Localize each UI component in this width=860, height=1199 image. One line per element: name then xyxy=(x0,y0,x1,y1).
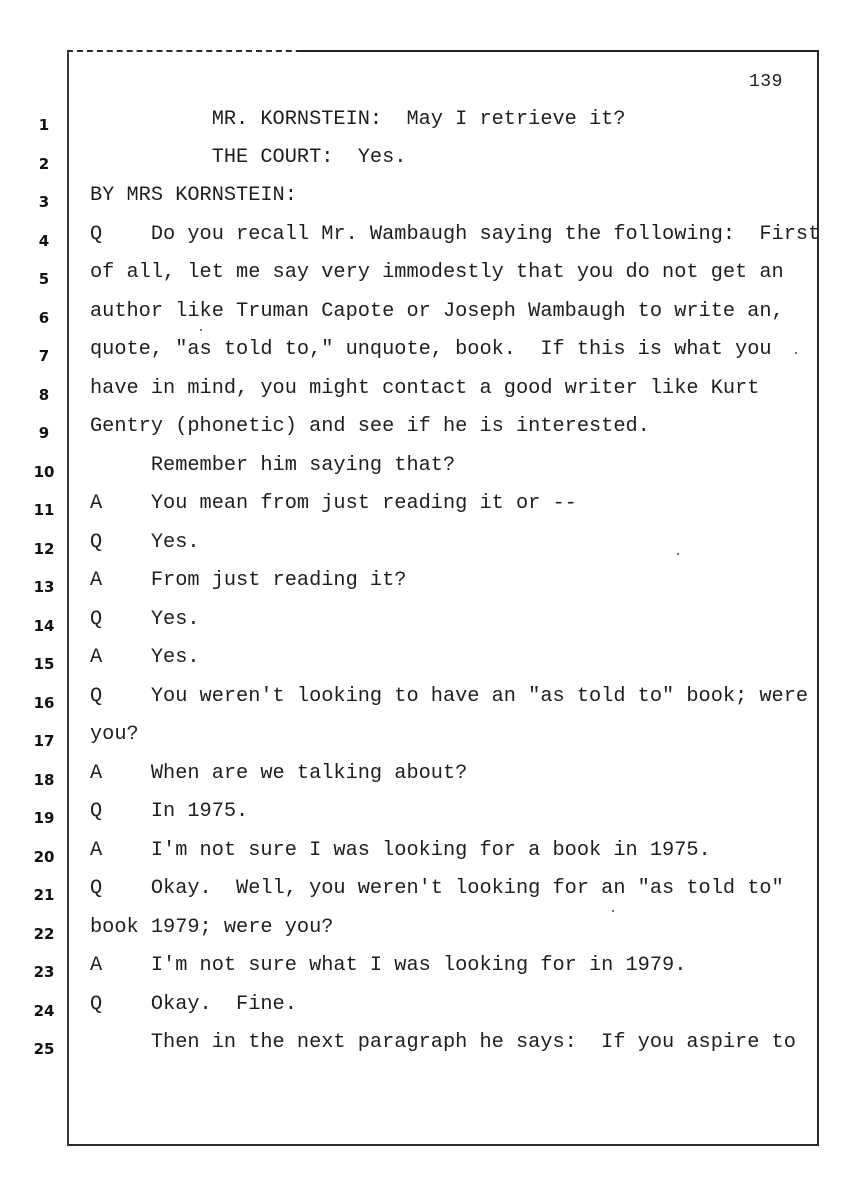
line-number: 19 xyxy=(33,809,55,827)
transcript-line: Q Yes. xyxy=(90,608,200,631)
line-number: 11 xyxy=(33,501,55,519)
transcript-line: of all, let me say very immodestly that you do not get an xyxy=(90,261,784,284)
line-number: 5 xyxy=(38,270,50,288)
transcript-line: Q Do you recall Mr. Wambaugh saying the following: First xyxy=(90,223,821,246)
line-number: 8 xyxy=(38,386,50,404)
line-number: 22 xyxy=(33,925,55,943)
line-number: 15 xyxy=(33,655,55,673)
line-number: 13 xyxy=(33,578,55,596)
transcript-line: Q In 1975. xyxy=(90,800,249,823)
line-number: 24 xyxy=(33,1002,55,1020)
transcript-line: BY MRS KORNSTEIN: xyxy=(90,184,297,207)
transcript-line: Then in the next paragraph he says: If you aspire to xyxy=(90,1031,796,1054)
transcript-line: MR. KORNSTEIN: May I retrieve it? xyxy=(90,108,626,131)
transcript-line: have in mind, you might contact a good writer like Kurt xyxy=(90,377,760,400)
page-border xyxy=(67,50,819,1146)
line-number: 10 xyxy=(33,463,55,481)
line-number: 12 xyxy=(33,540,55,558)
line-number: 16 xyxy=(33,694,55,712)
transcript-line: book 1979; were you? xyxy=(90,916,334,939)
transcript-line: Gentry (phonetic) and see if he is interested. xyxy=(90,415,650,438)
transcript-line: author like Truman Capote or Joseph Wambaugh to write an, xyxy=(90,300,784,323)
transcript-line: Q You weren't looking to have an "as told to" book; were xyxy=(90,685,809,708)
line-number: 7 xyxy=(38,347,50,365)
page-border-top xyxy=(300,50,819,52)
line-number: 18 xyxy=(33,771,55,789)
transcript-line: A I'm not sure I was looking for a book in 1975. xyxy=(90,839,711,862)
line-number: 17 xyxy=(33,732,55,750)
transcript-line: you? xyxy=(90,723,139,746)
transcript-line: THE COURT: Yes. xyxy=(90,146,407,169)
scan-speck xyxy=(677,553,679,555)
line-number: 6 xyxy=(38,309,50,327)
page-number: 139 xyxy=(749,72,783,92)
line-number: 4 xyxy=(38,232,50,250)
line-number: 1 xyxy=(38,116,50,134)
transcript-line: A When are we talking about? xyxy=(90,762,468,785)
transcript-line: Q Okay. Well, you weren't looking for an "as told to" xyxy=(90,877,784,900)
scan-speck xyxy=(795,352,797,354)
transcript-line: Q Yes. xyxy=(90,531,200,554)
line-number: 9 xyxy=(38,424,50,442)
transcript-line: Q Okay. Fine. xyxy=(90,993,297,1016)
line-number: 2 xyxy=(38,155,50,173)
line-number: 3 xyxy=(38,193,50,211)
transcript-line: quote, "as told to," unquote, book. If this is what you xyxy=(90,338,772,361)
line-number: 21 xyxy=(33,886,55,904)
line-number: 23 xyxy=(33,963,55,981)
line-number: 25 xyxy=(33,1040,55,1058)
transcript-line: A You mean from just reading it or -- xyxy=(90,492,577,515)
line-number: 14 xyxy=(33,617,55,635)
transcript-line: Remember him saying that? xyxy=(90,454,456,477)
transcript-line: A I'm not sure what I was looking for in 1979. xyxy=(90,954,687,977)
transcript-line: A From just reading it? xyxy=(90,569,407,592)
scan-speck xyxy=(612,910,614,912)
transcript-line: A Yes. xyxy=(90,646,200,669)
line-number: 20 xyxy=(33,848,55,866)
scan-speck xyxy=(200,329,202,331)
